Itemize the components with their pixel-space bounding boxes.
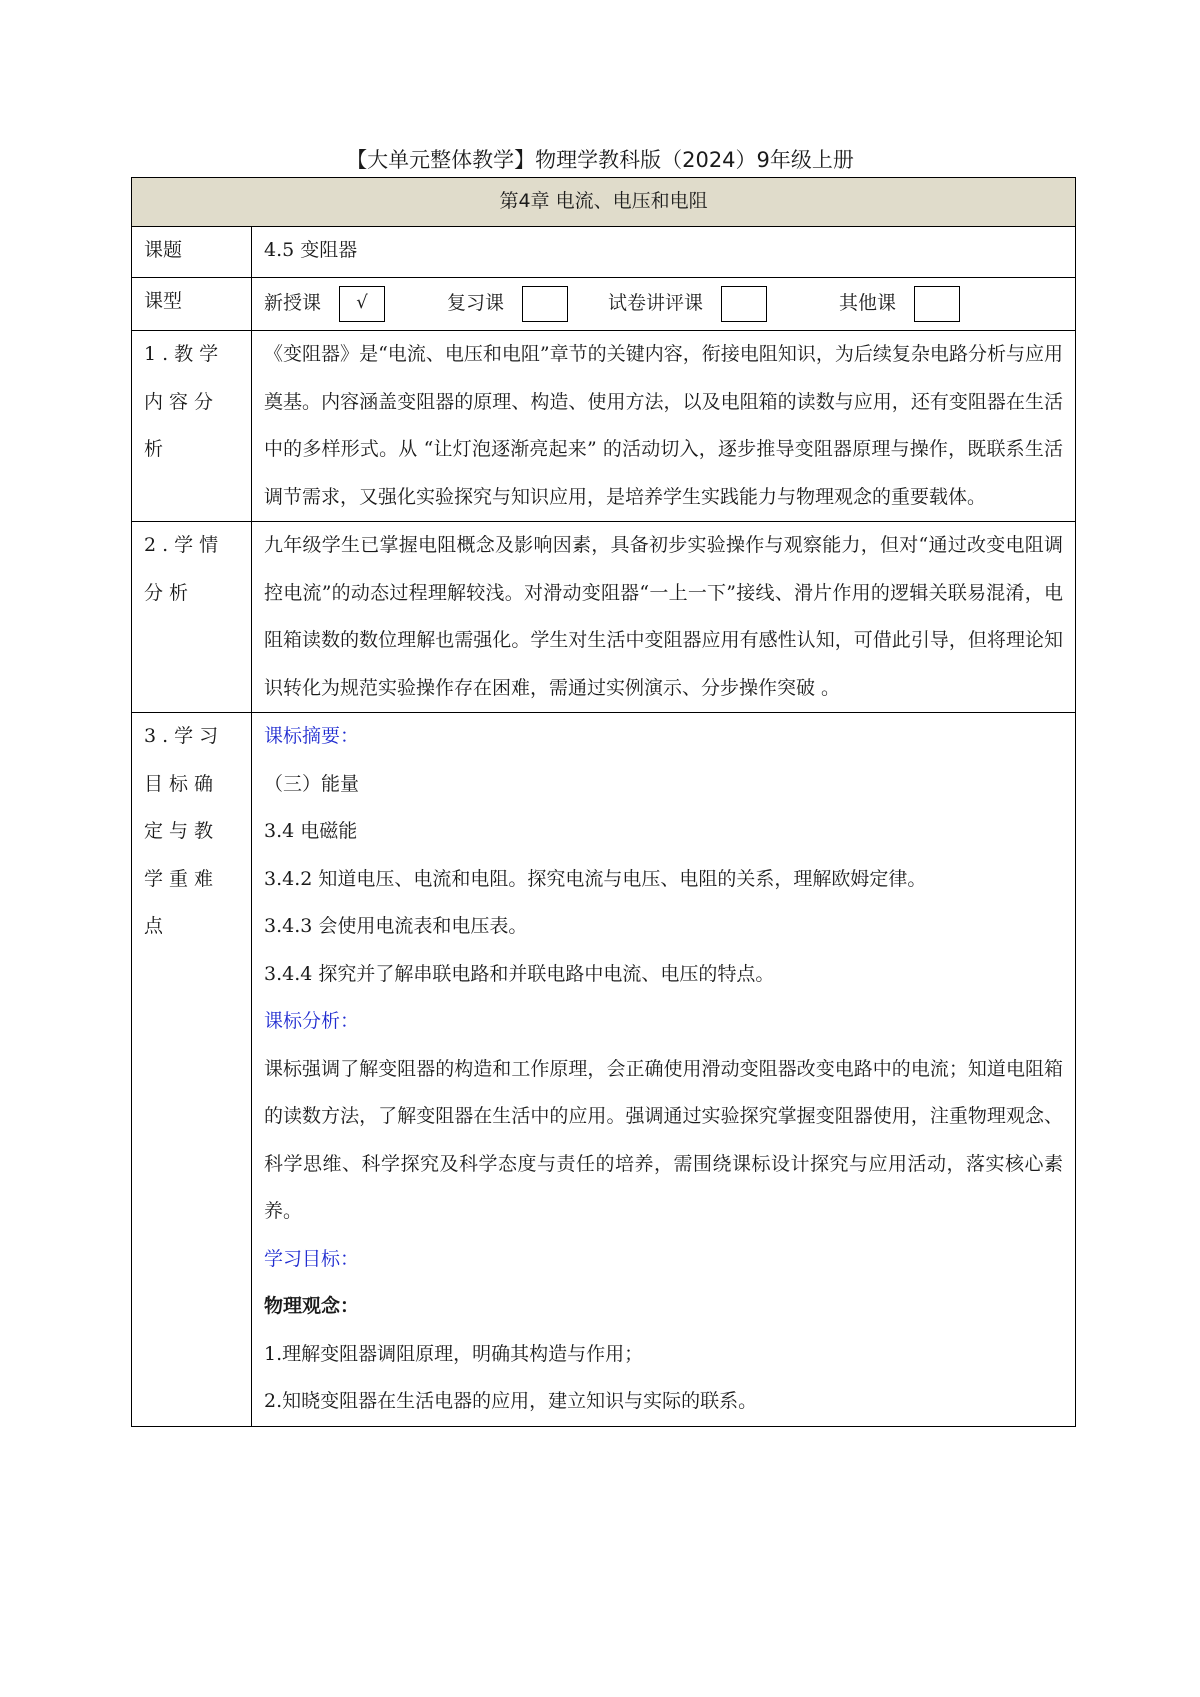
standard-line: 3.4.2 知道电压、电流和电阻。探究电流与电压、电阻的关系，理解欧姆定律。 (264, 867, 927, 890)
checkbox[interactable] (522, 286, 568, 322)
objectives-row (132, 713, 1076, 1427)
standard-line: 3.4.3 会使用电流表和电压表。 (264, 915, 528, 937)
checkbox[interactable] (914, 286, 960, 322)
content-analysis-text: 《变阻器》是“电流、电压和电阻”章节的关键内容，衔接电阻知识，为后续复杂电路分析与应用奠基。内容涵盖变阻器的原理、构造、使用方法，以及电阻箱的读数与应用，还有变阻器在生活中的多样形式。从 “让灯泡逐渐亮起来” 的活动切入，逐步推导变阻器原理与操作，既联系生活调节需求，又强化实验探究与知识应用，是培养学生实践能力与物理观念的重要载体。 (252, 331, 1076, 522)
learner-analysis-text: 九年级学生已掌握电阻概念及影响因素，具备初步实验操作与观察能力，但对“通过改变电阻调控电流”的动态过程理解较浅。对滑动变阻器“一上一下”接线、滑片作用的逻辑关联易混淆，电阻箱读数的数位理解也需强化。学生对生活中变阻器应用有感性认知，可借此引导，但将理论知识转化为规范实验操作存在困难，需通过实例演示、分步操作突破 。 (252, 522, 1076, 713)
lesson-type-option-new[interactable] (264, 280, 385, 328)
learner-analysis-label: 2.学情分析 (132, 522, 252, 713)
content-analysis-label: 1.教学内容分析 (132, 331, 252, 522)
chapter-row (132, 178, 1076, 227)
standard-line: 3.4 电磁能 (264, 820, 358, 842)
option-label: 其他课 (839, 292, 897, 315)
topic-row (132, 227, 1076, 278)
standard-line: 3.4.4 探究并了解串联电路和并联电路中电流、电压的特点。 (264, 962, 775, 985)
lesson-type-option-other[interactable] (839, 280, 960, 328)
checkbox[interactable]: √ (339, 286, 385, 322)
lesson-type-option-exam-review[interactable] (608, 280, 767, 328)
lesson-type-row (132, 278, 1076, 331)
option-label: 新授课 (264, 292, 322, 315)
standard-summary-heading: 课标摘要： (264, 725, 360, 747)
lesson-plan-table (131, 177, 1076, 1427)
standard-analysis-text: 课标强调了解变阻器的构造和工作原理，会正确使用滑动变阻器改变电路中的电流；知道电阻箱的读数方法，了解变阻器在生活中的应用。强调通过实验探究掌握变阻器使用，注重物理观念、科学思维、科学探究及科学态度与责任的培养，需围绕课标设计探究与应用活动，落实核心素养。 (264, 1057, 1064, 1222)
goal-item: 1.理解变阻器调阻原理，明确其构造与作用； (264, 1342, 644, 1365)
goal-item: 2.知晓变阻器在生活电器的应用，建立知识与实际的联系。 (264, 1390, 758, 1412)
topic-value: 4.5 变阻器 (252, 227, 1076, 278)
document-title: 【大单元整体教学】物理学教科版（2024）9年级上册 (346, 148, 854, 172)
learner-analysis-row (132, 522, 1076, 713)
chapter-title: 第4章 电流、电压和电阻 (132, 178, 1076, 227)
lesson-type-option-review[interactable] (447, 280, 568, 328)
content-analysis-row (132, 331, 1076, 522)
lesson-type-options (252, 278, 1076, 331)
physics-concept-heading: 物理观念： (264, 1295, 360, 1317)
learning-goals-heading: 学习目标： (264, 1247, 360, 1270)
checkbox[interactable] (721, 286, 767, 322)
standard-analysis-heading: 课标分析： (264, 1010, 360, 1032)
option-label: 复习课 (447, 292, 505, 315)
standard-line: （三）能量 (264, 772, 360, 795)
lesson-type-label: 课型 (132, 278, 252, 331)
objectives-label: 3.学习目标确定与教学重难点 (132, 713, 252, 1427)
objectives-content (252, 713, 1076, 1427)
option-label: 试卷讲评课 (608, 292, 704, 315)
topic-label: 课题 (132, 227, 252, 278)
